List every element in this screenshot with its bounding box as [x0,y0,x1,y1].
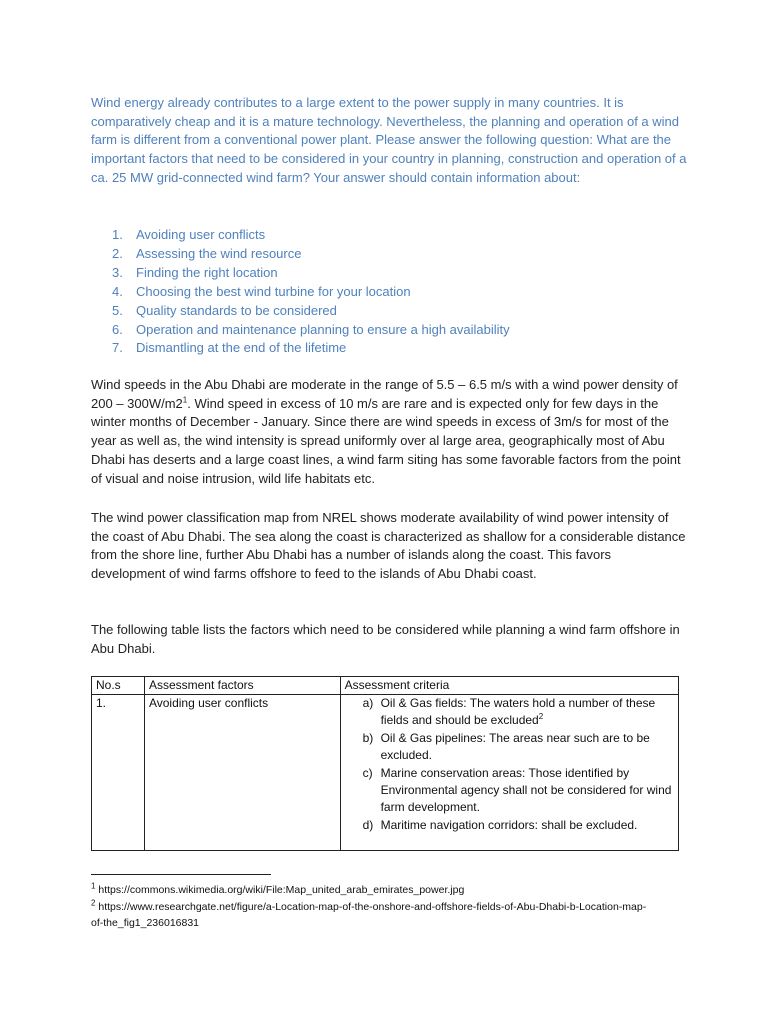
footnote-1: $^1$ https://commons.wikimedia.org/wiki/File:Map_united_arab_emirates_power.jpg [91,881,465,896]
footnote-ref: 2 [538,712,544,721]
list-item: 1. Avoiding user conflicts [112,227,266,242]
intro-paragraph: Wind energy already contributes to a large extent to the power supply in many countries. It is comparatively cheap and it is a mature technology. Nevertheless, the planning and operation of a wind farm is different from a conventional power plant. Please answer the following question: What are the important factors that need to be considered in your country in planning, construction and operation of a ca. 25 MW grid-connected wind farm? Your answer should contain information about: [91,95,687,185]
footnote-2: $^2$ https://www.researchgate.net/figure/a-Location-map-of-the-onshore-and-offshore-fields-of-Abu-Dhabi-b-Location-map-of-the_fig1_236016831 [91,898,647,929]
table-intro-paragraph: The following table lists the factors which need to be considered while planning a wind farm offshore in Abu Dhabi. [91,622,680,656]
criteria-item: d) Maritime navigation corridors: shall be excluded. [362,818,638,832]
table-header-row [92,677,679,695]
list-item: 6. Operation and maintenance planning to ensure a high availability [112,321,510,337]
list-item: 7. Dismantling at the end of the lifetime [112,340,347,356]
nrel-map-paragraph: The wind power classification map from NREL shows moderate availability of wind power intensity of the coast of Abu Dhabi. The sea along the coast is characterized as shallow for a considerable distance from the shore line, further Abu Dhabi has a number of islands along the coast. This favors development of wind farms offshore to feed to the islands of Abu Dhabi coast. [91,510,686,582]
column-header-nos: No.s [92,677,145,695]
criteria-list [355,695,672,834]
criteria-item: b) Oil & Gas pipelines: The areas near such are to be excluded. [362,731,650,762]
question-list [112,226,672,358]
footnote-link[interactable]: https://www.researchgate.net/figure/a-Location-map-of-the-onshore-and-offshore-fields-of-Abu-Dhabi-b-Location-map-of-the_fig1_236016831 [91,900,647,929]
footnote-separator [91,874,271,875]
assessment-criteria [340,695,678,851]
footnote-link[interactable]: https://commons.wikimedia.org/wiki/File:Map_united_arab_emirates_power.jpg [95,884,465,896]
assessment-table [91,676,679,851]
list-item: 2. Assessing the wind resource [112,245,302,261]
list-item: 3. Finding the right location [112,264,278,280]
list-item: 4. Choosing the best wind turbine for your location [112,283,411,299]
row-number: 1. [92,695,145,851]
list-item: 5. Quality standards to be considered [112,302,337,318]
criteria-item: c) Marine conservation areas: Those identified by Environmental agency shall not be considered for wind farm development. [362,766,672,814]
table-row [92,695,679,851]
column-header-criteria: Assessment criteria [340,677,678,695]
assessment-factor: Avoiding user conflicts [144,695,340,851]
column-header-factors: Assessment factors [144,677,340,695]
footnotes [91,882,651,932]
criteria-item: a) Oil & Gas fields: The waters hold a number of these fields and should be excluded$^2$ [362,696,656,727]
wind-speed-paragraph: Wind speeds in the Abu Dhabi are moderate in the range of 5.5 – 6.5 m/s with a wind power density of $200 - 300W/m2^1$. Wind speed in excess of 10 m/s are rare and is expected only for few days in the winter months of December - January. Since there are wind speeds in excess of 3m/s for most of the year as well as, the wind intensity is spread uniformly over al large area, geographically most of Abu Dhabi has deserts and a large coast lines, a wind farm siting has some favorable factors from the point of visual and noise intrusion, wild life habitats etc. [91,377,681,486]
footnote-ref: 1 [182,395,188,405]
